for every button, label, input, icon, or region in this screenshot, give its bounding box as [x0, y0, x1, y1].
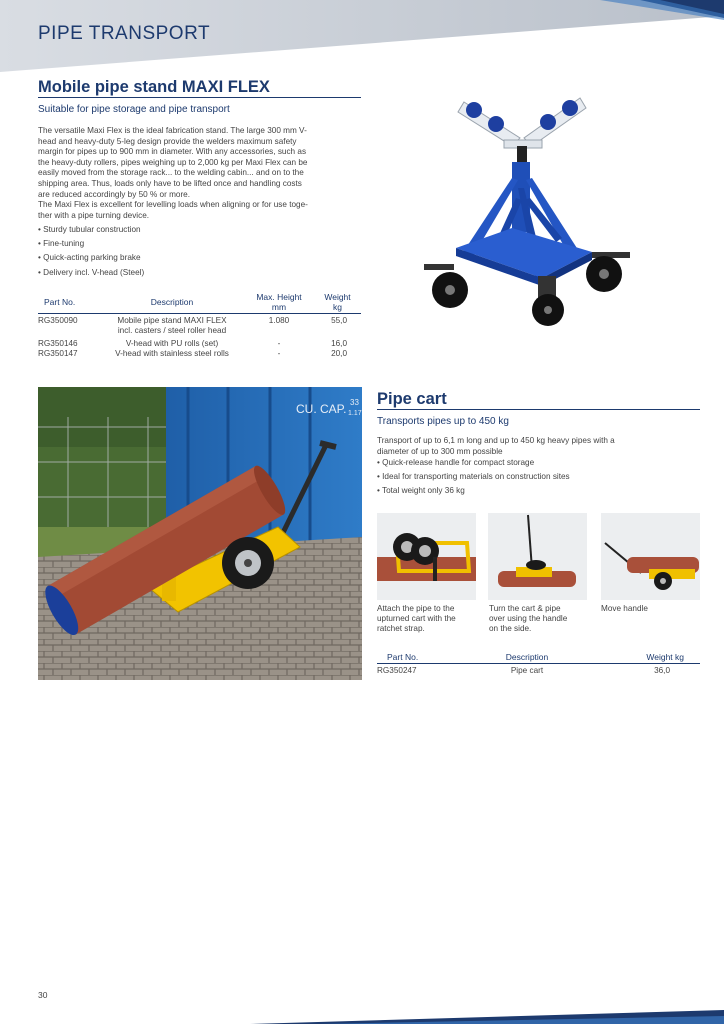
- maxi-flex-subtitle: Suitable for pipe storage and pipe transport: [38, 104, 230, 115]
- feature-item: • Quick-release handle for compact storage: [377, 456, 570, 470]
- feature-item: • Sturdy tubular construction: [38, 223, 144, 237]
- desc-line: ther with a pipe turning device.: [38, 210, 150, 220]
- pipe-cart-subtitle: Transports pipes up to 450 kg: [377, 416, 509, 427]
- step-attach-image: [377, 513, 476, 600]
- feature-item: • Ideal for transporting materials on construction sites: [377, 470, 570, 484]
- maxi-flex-heading: Mobile pipe stand MAXI FLEX: [38, 78, 270, 96]
- table-header-row: [377, 651, 700, 664]
- pipe-cart-heading: Pipe cart: [377, 390, 447, 408]
- feature-item: • Delivery incl. V-head (Steel): [38, 266, 144, 280]
- desc-line: easily moved from the storage rack... to the welding cabin... and on to the: [38, 168, 304, 178]
- feature-item: • Total weight only 36 kg: [377, 484, 570, 498]
- desc-line: The Maxi Flex is excellent for levelling loads when aligning or for use toge-: [38, 200, 308, 210]
- col-description: Description: [505, 652, 549, 662]
- step-turn-image: [488, 513, 587, 600]
- maxi-flex-stand-image: [412, 88, 642, 330]
- step-move-caption: Move handle: [601, 604, 648, 613]
- col-weight: Weight kg: [324, 292, 351, 312]
- container-marking-text: CU. CAP.: [296, 402, 347, 416]
- footer-band: [0, 1004, 724, 1024]
- feature-item: • Quick-acting parking brake: [38, 251, 144, 265]
- maxi-flex-description: [38, 126, 363, 221]
- col-weight: Weight kg: [646, 652, 684, 662]
- pipe-cart-rule: [377, 409, 700, 410]
- desc-line: margin for pipes up to 900 mm in diameter. With any accessories, such as: [38, 147, 307, 157]
- page-number: 30: [38, 990, 48, 1000]
- desc-line: the heavy-duty rollers, pipes weighing up to 2,000 kg per Maxi Flex can be: [38, 157, 308, 167]
- desc-line: are reduced accordingly by 50 % or more.: [38, 189, 191, 199]
- table-row: RG350090 Mobile pipe stand MAXI FLEX incl. casters / steel roller head 1.080 55,0: [38, 316, 347, 335]
- col-description: Description: [150, 297, 194, 307]
- table-row: RG350147 V-head with stainless steel rolls - 20,0: [38, 349, 347, 358]
- desc-line: The versatile Maxi Flex is the ideal fabrication stand. The large 300 mm V-: [38, 126, 307, 135]
- table-row: RG350247 Pipe cart 36,0: [377, 666, 670, 675]
- container-capacity-text: 1.17: [348, 410, 362, 417]
- pipe-cart-table: [377, 651, 700, 676]
- feature-item: • Fine-tuning: [38, 237, 144, 251]
- desc-line: head and heavy-duty 5-leg design provide the welders maximum safety: [38, 136, 297, 146]
- desc-line: shipping area. Thus, loads only have to be lifted once and handling costs: [38, 178, 302, 188]
- pipe-cart-description: [377, 436, 702, 457]
- step-turn-caption: Turn the cart & pipe over using the handle on the side.: [489, 604, 568, 634]
- table-header-row: [38, 291, 361, 314]
- pipe-cart-features: [377, 456, 570, 499]
- page-title: PIPE TRANSPORT: [38, 23, 211, 44]
- maxi-flex-rule: [38, 97, 361, 98]
- col-part-no: Part No.: [44, 297, 76, 307]
- table-row: RG350146 V-head with PU rolls (set) - 16,0: [38, 339, 347, 348]
- desc-line: Transport of up to 6,1 m long and up to 450 kg heavy pipes with a: [377, 436, 615, 445]
- step-move-image: [601, 513, 700, 600]
- step-attach-caption: Attach the pipe to the upturned cart with the ratchet strap.: [377, 604, 456, 634]
- container-number-text: 33: [350, 398, 359, 407]
- pipe-cart-photo: [38, 387, 362, 680]
- desc-line: diameter of up to 300 mm possible: [377, 446, 503, 456]
- maxi-flex-features: [38, 223, 144, 280]
- col-part-no: Part No.: [387, 652, 419, 662]
- col-max-height: Max. Height mm: [256, 292, 302, 312]
- maxi-flex-table: [38, 291, 361, 359]
